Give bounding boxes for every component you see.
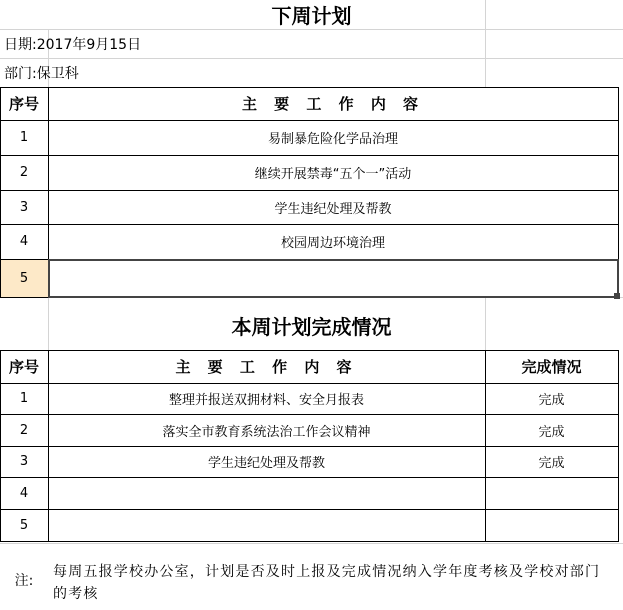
col-header-seq: 序号 bbox=[8, 95, 39, 113]
next-week-title: 下周计划 bbox=[271, 4, 352, 28]
col-header-seq: 序号 bbox=[8, 358, 39, 376]
task-status[interactable] bbox=[485, 477, 618, 509]
col-header-status: 完成情况 bbox=[521, 358, 582, 376]
task-item[interactable] bbox=[48, 477, 485, 509]
col-header-content: 主 要 工 作 内 容 bbox=[241, 95, 425, 113]
row-number[interactable]: 1 bbox=[19, 391, 29, 406]
fill-handle[interactable] bbox=[614, 293, 620, 299]
department-row[interactable] bbox=[4, 58, 474, 87]
row-number[interactable]: 5 bbox=[19, 517, 29, 533]
table-border bbox=[618, 350, 619, 541]
row-number[interactable]: 1 bbox=[19, 130, 29, 145]
selected-cell[interactable] bbox=[48, 259, 619, 298]
row-number[interactable]: 4 bbox=[19, 485, 29, 501]
row-number[interactable]: 3 bbox=[19, 199, 29, 215]
plan-item[interactable]: 学生违纪处理及帮教 bbox=[274, 201, 392, 217]
this-week-title: 本周计划完成情况 bbox=[231, 314, 392, 339]
department-value: 保卫科 bbox=[36, 65, 79, 82]
task-item[interactable]: 学生违纪处理及帮教 bbox=[207, 456, 325, 471]
row-number[interactable]: 4 bbox=[19, 234, 29, 249]
task-status[interactable]: 完成 bbox=[538, 424, 565, 440]
row-number[interactable]: 3 bbox=[19, 454, 29, 469]
plan-item[interactable]: 校园周边环境治理 bbox=[280, 236, 385, 251]
task-item[interactable]: 落实全市教育系统法治工作会议精神 bbox=[162, 424, 371, 440]
date-row[interactable] bbox=[4, 29, 474, 58]
task-item[interactable]: 整理并报送双拥材料、安全月报表 bbox=[168, 393, 364, 408]
plan-item[interactable]: 易制暴危险化学品治理 bbox=[267, 132, 398, 147]
date-value: 2017年9月15日 bbox=[36, 36, 142, 53]
table-border bbox=[0, 541, 619, 542]
col-header-content: 主 要 工 作 内 容 bbox=[175, 358, 358, 376]
date-label: 日期: bbox=[4, 36, 37, 53]
plan-item[interactable]: 继续开展禁毒“五个一”活动 bbox=[254, 167, 412, 182]
task-status[interactable] bbox=[485, 509, 618, 541]
row-number[interactable]: 5 bbox=[19, 270, 29, 286]
task-status[interactable]: 完成 bbox=[538, 393, 565, 408]
row-number[interactable]: 2 bbox=[19, 422, 29, 438]
note-label: 注: bbox=[14, 573, 34, 589]
department-label: 部门: bbox=[4, 65, 37, 82]
gridline bbox=[0, 543, 623, 544]
task-item[interactable] bbox=[48, 509, 485, 541]
row-number[interactable]: 2 bbox=[19, 165, 29, 180]
task-status[interactable]: 完成 bbox=[538, 456, 565, 471]
note-text[interactable]: 每周五报学校办公室，计划是否及时上报及完成情况纳入学年度考核及学校对部门的考核 bbox=[53, 564, 601, 602]
